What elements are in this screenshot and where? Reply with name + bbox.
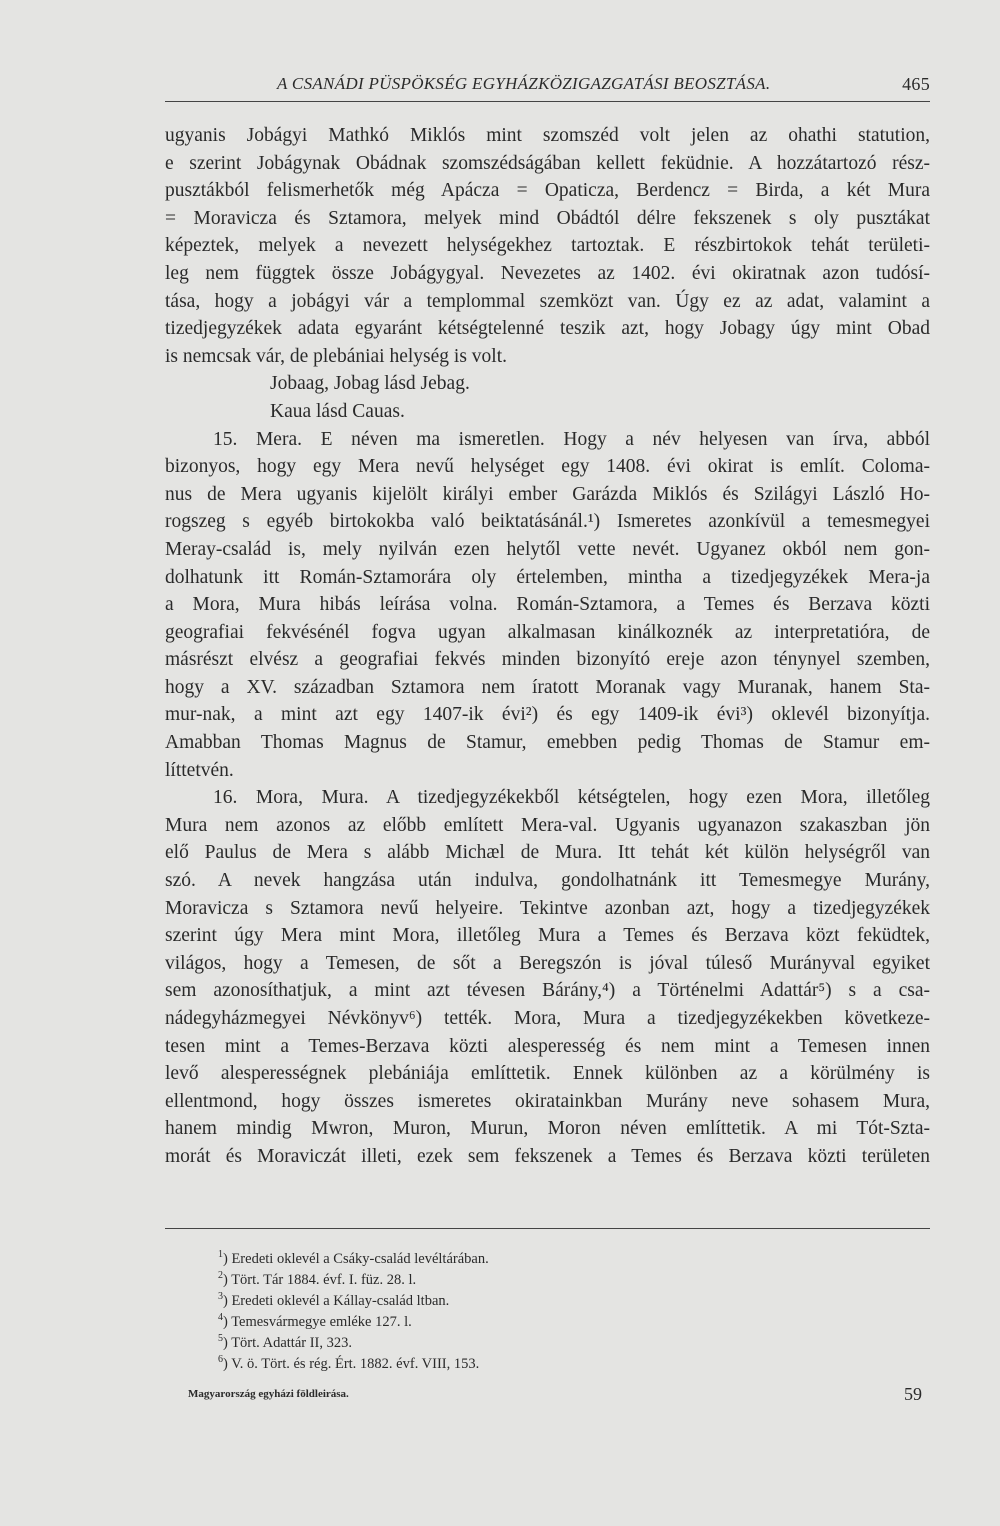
text-line: képeztek, melyek a nevezett helységekhez tartoztak. E részbirtokok tehát területi-	[165, 235, 930, 257]
text-line: másrészt elvész a geografiai fekvés minden bizonyító ereje azon ténynyel szemben,	[165, 649, 930, 671]
text-line: tizedjegyzékek adata egyaránt kétségtelenné teszik azt, hogy Jobagy úgy mint Obad	[165, 318, 930, 340]
text-line: hogy a XV. században Sztamora nem íratott Moranak vagy Muranak, hanem Sta-	[165, 676, 930, 698]
signature-number: 59	[904, 1384, 922, 1404]
text-line: líttetvén.	[165, 759, 234, 781]
footnote: $^6$) V. ö. Tört. és rég. Ért. 1882. évf. VIII, 153.	[218, 1354, 480, 1372]
text-line: rogszeg s egyéb birtokokba való beiktatásánál.¹) Ismeretes azonkívül a temesmegyei	[165, 511, 930, 533]
footnote: $^2$) Tört. Tár 1884. évf. I. füz. 28. l.	[218, 1270, 417, 1288]
text-line: nus de Mera ugyanis kijelölt királyi ember Garázda Miklós és Szilágyi László Ho-	[165, 483, 930, 505]
text-line: dolhatunk itt Román-Sztamorára oly értelemben, mintha a tizedjegyzékek Mera-ja	[165, 566, 930, 588]
printer-signature: Magyarország egyházi földleirása.	[188, 1388, 349, 1400]
header-rule	[165, 101, 930, 102]
text-line: levő alesperességnek plebániája említtetik. Ennek különben az a körülmény is	[165, 1063, 930, 1085]
cross-reference: Kaua lásd Cauas.	[270, 400, 405, 422]
text-line: e szerint Jobágynak Obádnak szomszédságában kellett feküdnie. A hozzátartozó rész-	[165, 152, 930, 174]
text-line: a Mora, Mura hibás leírása volna. Román-Sztamora, a Temes és Berzava közti	[165, 594, 930, 616]
text-line: nádegyházmegyei Névkönyv⁶) tették. Mora, Mura a tizedjegyzékekben következe-	[165, 1008, 930, 1029]
text-line: leg nem függtek össze Jobágygyal. Nevezetes az 1402. évi okiratnak azon tudósí-	[165, 262, 930, 284]
footnote: $^5$) Tört. Adattár II, 323.	[218, 1333, 352, 1351]
text-line: szerint úgy Mera mint Mora, illetőleg Mura a Temes és Berzava közt feküdtek,	[165, 925, 930, 947]
text-line: bizonyos, hogy egy Mera nevű helységet egy 1408. évi okirat is említ. Coloma-	[165, 456, 930, 478]
running-title: A CSANÁDI PÜSPÖKSÉG EGYHÁZKÖZIGAZGATÁSI BEOSZTÁSA.	[277, 74, 771, 93]
text-line: mur-nak, a mint azt egy 1407-ik évi²) és egy 1409-ik évi³) oklevél bizonyítja.	[165, 704, 930, 726]
text-line: = Moravicza és Sztamora, melyek mind Obádtól délre fekszenek s oly pusztákat	[165, 207, 930, 229]
text-line: hanem mindig Mwron, Muron, Murun, Moron néven említtetik. A mi Tót-Szta-	[165, 1118, 930, 1140]
text-line: Mura nem azonos az előbb említett Mera-val. Ugyanis ugyanazon szakaszban jön	[165, 814, 930, 836]
footnote: $^1$) Eredeti oklevél a Csáky-család levéltárában.	[218, 1249, 489, 1267]
footnote-rule	[165, 1228, 930, 1229]
cross-reference: Jobaag, Jobag lásd Jebag.	[270, 373, 470, 395]
text-line: geografiai fekvésénél fogva ugyan alkalmasan kinálkoznék az interpretatióra, de	[165, 621, 930, 643]
text-line: ellentmond, hogy összes ismeretes okiratainkban Murány neve sohasem Mura,	[165, 1090, 930, 1112]
text-line: Amabban Thomas Magnus de Stamur, emebben pedig Thomas de Stamur em-	[165, 732, 930, 754]
entry-heading-line: 16. Mora, Mura. A tizedjegyzékekből kétségtelen, hogy ezen Mora, illetőleg	[213, 787, 930, 809]
body-text	[165, 122, 930, 1171]
footnotes	[218, 1244, 489, 1370]
text-line: Meray-család is, mely nyilván ezen helytől vette nevét. Ugyanez okból nem gon-	[165, 538, 930, 560]
footnote: $^4$) Temesvármegye emléke 127. l.	[218, 1312, 412, 1330]
text-line: ugyanis Jobágyi Mathkó Miklós mint szomszéd volt jelen az ohathi statution,	[165, 125, 930, 146]
text-line: tása, hogy a jobágyi vár a templommal szemközt van. Úgy ez az adat, valamint a	[165, 290, 930, 312]
text-line: Moravicza s Sztamora nevű helyeire. Tekintve azonban azt, hogy a tizedjegyzékek	[165, 897, 930, 919]
text-line: szó. A nevek hangzása után indulva, gondolhatnánk itt Temesmegye Murány,	[165, 870, 930, 892]
entry-heading-line: 15. Mera. E néven ma ismeretlen. Hogy a név helyesen van írva, abból	[213, 428, 930, 450]
text-line: tesen mint a Temes-Berzava közti alesperesség és nem mint a Temesen innen	[165, 1035, 930, 1057]
text-line: elő Paulus de Mera s alább Michæl de Mura. Itt tehát két külön helységről van	[165, 842, 930, 864]
page-number: 465	[902, 74, 930, 94]
text-line: morát és Moraviczát illeti, ezek sem fekszenek a Temes és Berzava közti területen	[165, 1145, 930, 1167]
footnote: $^3$) Eredeti oklevél a Kállay-család ltban.	[218, 1291, 450, 1309]
text-line: világos, hogy a Temesen, de sőt a Beregszón is jóval túleső Murányval egyiket	[165, 952, 930, 974]
text-line: pusztákból felismerhetők még Apácza = Opaticza, Berdencz = Birda, a két Mura	[165, 180, 930, 202]
text-line: sem azonosíthatjuk, a mint azt tévesen Bárány,⁴) a Történelmi Adattár⁵) s a csa-	[165, 980, 930, 1002]
text-line: is nemcsak vár, de plebániai helység is volt.	[165, 345, 508, 367]
